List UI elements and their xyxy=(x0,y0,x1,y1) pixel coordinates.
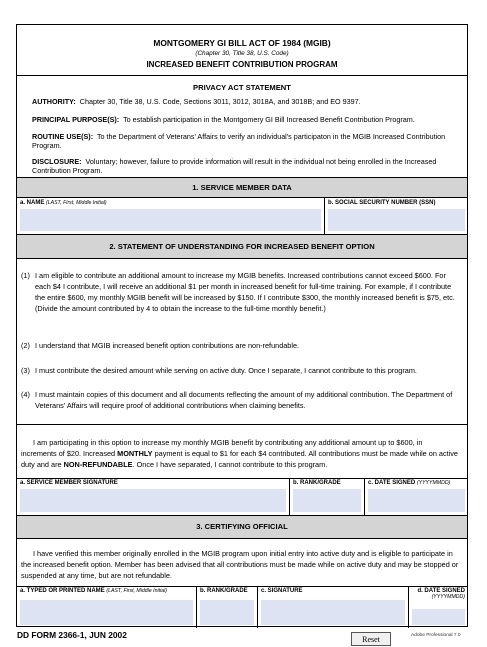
statement-item-1 xyxy=(21,270,457,314)
section-1-header: 1. SERVICE MEMBER DATA xyxy=(17,177,467,198)
item-number: (1) xyxy=(21,271,30,280)
item-text: I understand that MGIB increased benefit option contributions are non-refundable. xyxy=(35,341,300,350)
dd-form-2366-1 xyxy=(16,24,468,627)
official-name-label: a. TYPED OR PRINTED NAME xyxy=(20,588,105,594)
privacy-routine-use xyxy=(32,132,455,150)
official-rank-label: b. RANK/GRADE xyxy=(200,588,248,594)
privacy-authority xyxy=(32,97,455,106)
form-title: MONTGOMERY GI BILL ACT OF 1984 (MGIB) xyxy=(153,38,331,48)
authority-label: AUTHORITY: xyxy=(32,97,76,106)
item-number: (3) xyxy=(21,366,30,375)
privacy-purpose xyxy=(32,115,455,124)
statement-item-4 xyxy=(21,389,457,411)
official-rank-input[interactable] xyxy=(200,600,254,625)
divider xyxy=(17,424,467,425)
item-text: I must contribute the desired amount while serving on active duty. Once I separate, I cannot contribute to this program. xyxy=(35,366,417,375)
date-label: c. DATE SIGNED xyxy=(368,480,416,486)
rank-input[interactable] xyxy=(293,489,361,512)
ssn-input[interactable] xyxy=(328,209,465,231)
participation-text: . Once I have separated, I cannot contribute to this program. xyxy=(132,460,328,469)
ssn-label: b. SOCIAL SECURITY NUMBER (SSN) xyxy=(328,200,436,206)
disclosure-label: DISCLOSURE: xyxy=(32,157,82,166)
purpose-label: PRINCIPAL PURPOSE(S): xyxy=(32,115,120,124)
official-name-input[interactable] xyxy=(20,600,193,625)
statement-item-3 xyxy=(21,365,457,376)
participation-text: payment is equal to $1 for each $4 contributed. All contributions must be made while on active duty and are xyxy=(21,449,458,469)
item-text: I am eligible to contribute an additional amount to increase my MGIB benefits. Increased contributions cannot exceed $600. For each $4 I contribute, I will receive an additional $1 per month in increased benefit for full-time training. For example, if I contribute the entire $600, my monthly MGIB benefit will be increased by $150. If I contribute $300, the monthly increased benefit is $75, etc. (Divide the amount contributed by 4 to obtain the increase to the full-time monthly benefit.) xyxy=(35,271,455,313)
name-label: a. NAME xyxy=(20,200,45,206)
program-title: INCREASED BENEFIT CONTRIBUTION PROGRAM xyxy=(146,60,338,69)
official-name-hint: (LAST, First, Middle Initial) xyxy=(106,588,167,594)
official-signature-label: c. SIGNATURE xyxy=(261,588,303,594)
official-date-label: d. DATE SIGNED xyxy=(417,588,465,594)
section-3-header: 3. CERTIFYING OFFICIAL xyxy=(17,515,467,539)
official-date-input[interactable] xyxy=(412,609,465,625)
disclosure-text: Voluntary; however, failure to provide information will result in the individual not being enrolled in the Increased Contribution Program. xyxy=(32,157,437,175)
reset-button[interactable]: Reset xyxy=(351,632,391,646)
member-signature-field[interactable] xyxy=(20,489,286,512)
name-input[interactable] xyxy=(20,209,321,231)
section-2-header: 2. STATEMENT OF UNDERSTANDING FOR INCREASED BENEFIT OPTION xyxy=(17,234,467,259)
rank-label: b. RANK/GRADE xyxy=(293,480,341,486)
purpose-text: To establish participation in the Montgomery GI Bill Increased Benefit Contribution Program. xyxy=(123,115,415,124)
form-identifier: DD FORM 2366-1, JUN 2002 xyxy=(17,630,127,640)
participation-emphasis: MONTHLY xyxy=(117,449,153,458)
divider xyxy=(17,75,467,76)
routine-label: ROUTINE USE(S): xyxy=(32,132,94,141)
name-hint: (LAST, First, Middle Initial) xyxy=(46,200,107,206)
date-hint: (YYYYMMDD) xyxy=(416,480,451,486)
official-signature-field[interactable] xyxy=(261,600,405,625)
routine-text: To the Department of Veterans' Affairs to verify an individual's participaton in the MGIB Increased Contribution Program. xyxy=(32,132,446,150)
privacy-disclosure xyxy=(32,157,455,175)
participation-text: I am participating in this option to increase my monthly MGIB benefit by contributing any additional amount up to $600, in increments of $20. Increased xyxy=(21,438,423,458)
software-version: Adobe Professional 7.0 xyxy=(411,633,461,638)
statement-item-2 xyxy=(21,340,457,351)
signature-label: a. SERVICE MEMBER SIGNATURE xyxy=(20,480,118,486)
item-number: (4) xyxy=(21,390,30,399)
official-date-hint: (YYYYMMDD) xyxy=(431,594,465,600)
certifying-statement: I have verified this member originally enrolled in the MGIB program upon initial entry into active duty and is eligible to participate in the increased benefit option. Member has been advised that all contributions must be made while on active duty and may be stopped or suspended at any time, but are not refundable. xyxy=(21,549,459,580)
date-signed-input[interactable] xyxy=(368,489,465,512)
form-citation: (Chapter 30, Title 38, U.S. Code) xyxy=(195,50,289,57)
item-number: (2) xyxy=(21,341,30,350)
privacy-act-title: PRIVACY ACT STATEMENT xyxy=(193,83,291,92)
item-text: I must maintain copies of this document and all documents reflecting the amount of my additional contribution. The Department of Veterans' Affairs will require proof of additional contributions when claiming benefits. xyxy=(35,390,453,410)
authority-text: Chapter 30, Title 38, U.S. Code, Sections 3011, 3012, 3018A, and 3018B; and EO 9397. xyxy=(79,97,361,106)
participation-statement xyxy=(21,437,459,470)
participation-emphasis: NON-REFUNDABLE xyxy=(63,460,133,469)
